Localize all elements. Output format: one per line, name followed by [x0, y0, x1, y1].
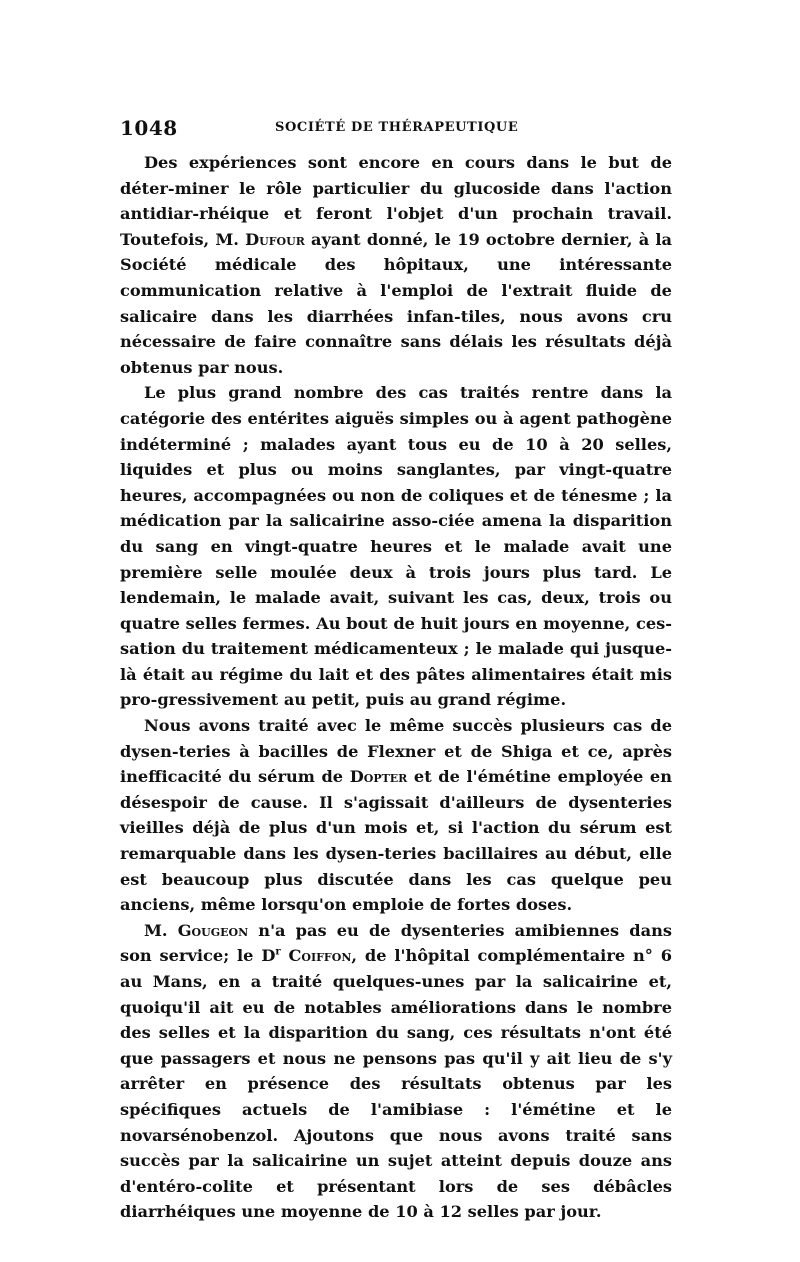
book-page: [120, 116, 672, 1225]
running-head: [120, 116, 672, 146]
paragraph-4: [120, 918, 672, 1225]
paragraph-2: [120, 380, 672, 713]
author-name-dopter: Dopter: [349, 767, 408, 787]
paragraph-text: n'a pas eu de dysenteries amibiennes dans son service; le D: [120, 920, 672, 966]
running-title: SOCIÉTÉ DE THÉRAPEUTIQUE: [275, 120, 519, 135]
paragraph-text: M.: [144, 920, 178, 940]
doctor-abbrev-superscript: r: [275, 947, 281, 959]
author-name-dufour: Dufour: [245, 229, 305, 249]
page-number: 1048: [120, 116, 178, 140]
paragraph-text: ayant donné, le 19 octobre dernier, à la Société médicale des hôpitaux, une intéressante communication relative à l'emploi de l'extrait fluide de salicaire dans les diarrhées infan-tiles, nous avons cru nécessaire de faire connaître sans délais les résultats déjà obtenus par nous.: [120, 229, 672, 377]
paragraph-text: , de l'hôpital complémentaire n° 6 au Mans, en a traité quelques-unes par la salicairine et, quoiqu'il ait eu de notables améliorations dans le nombre des selles et la disparition du sang, ces résultats n'ont été que passagers et nous ne pensons pas qu'il y ait lieu de s'y arrêter en présence des résultats obtenus par les spécifiques actuels de l'amibiase : l'émétine et le novarsénobenzol. Ajoutons que nous avons traité sans succès par la salicairine un sujet atteint depuis douze ans d'entéro-colite et présentant lors de ses débâcles diarrhéiques une moyenne de 10 à 12 selles par jour.: [120, 946, 673, 1222]
paragraph-text: Le plus grand nombre des cas traités rentre dans la catégorie des entérites aiguës simples ou à agent pathogène indéterminé ; malades ayant tous eu de 10 à 20 selles, liquides et plus ou moins sanglantes, par vingt-quatre heures, accompagnées ou non de coliques et de ténesme ; la médication par la salicairine asso-ciée amena la disparition du sang en vingt-quatre heures et le malade avait une première selle moulée deux à trois jours plus tard. Le lendemain, le malade avait, suivant les cas, deux, trois ou quatre selles fermes. Au bout de huit jours en moyenne, ces-sation du traitement médicamenteux ; le malade qui jusque-là était au régime du lait et des pâtes alimentaires était mis pro-gressivement au petit, puis au grand régime.: [120, 383, 672, 710]
paragraph-text: Des expériences sont encore en cours dans le but de déter-miner le rôle particulier du glucoside dans l'action antidiar-rhéique et feront l'objet d'un prochain travail. Toutefois, M.: [120, 153, 672, 249]
paragraph-3: [120, 713, 672, 918]
author-name-gougeon: Gougeon: [177, 920, 249, 940]
paragraph-1: [120, 150, 672, 380]
author-name-coiffon: Coiffon: [288, 946, 352, 966]
paragraph-text: [281, 946, 289, 965]
paragraph-text: et de l'émétine employée en désespoir de cause. Il s'agissait d'ailleurs de dysenteries vieilles déjà de plus d'un mois et, si l'action du sérum est remarquable dans les dysen-teries bacillaires au début, elle est beaucoup plus discutée dans les cas quelque peu anciens, même lorsqu'on emploie de fortes doses.: [120, 767, 672, 915]
paragraph-text: Nous avons traité avec le même succès plusieurs cas de dysen-teries à bacilles de Flexner et de Shiga et ce, après inefficacité du sérum de: [120, 716, 672, 787]
